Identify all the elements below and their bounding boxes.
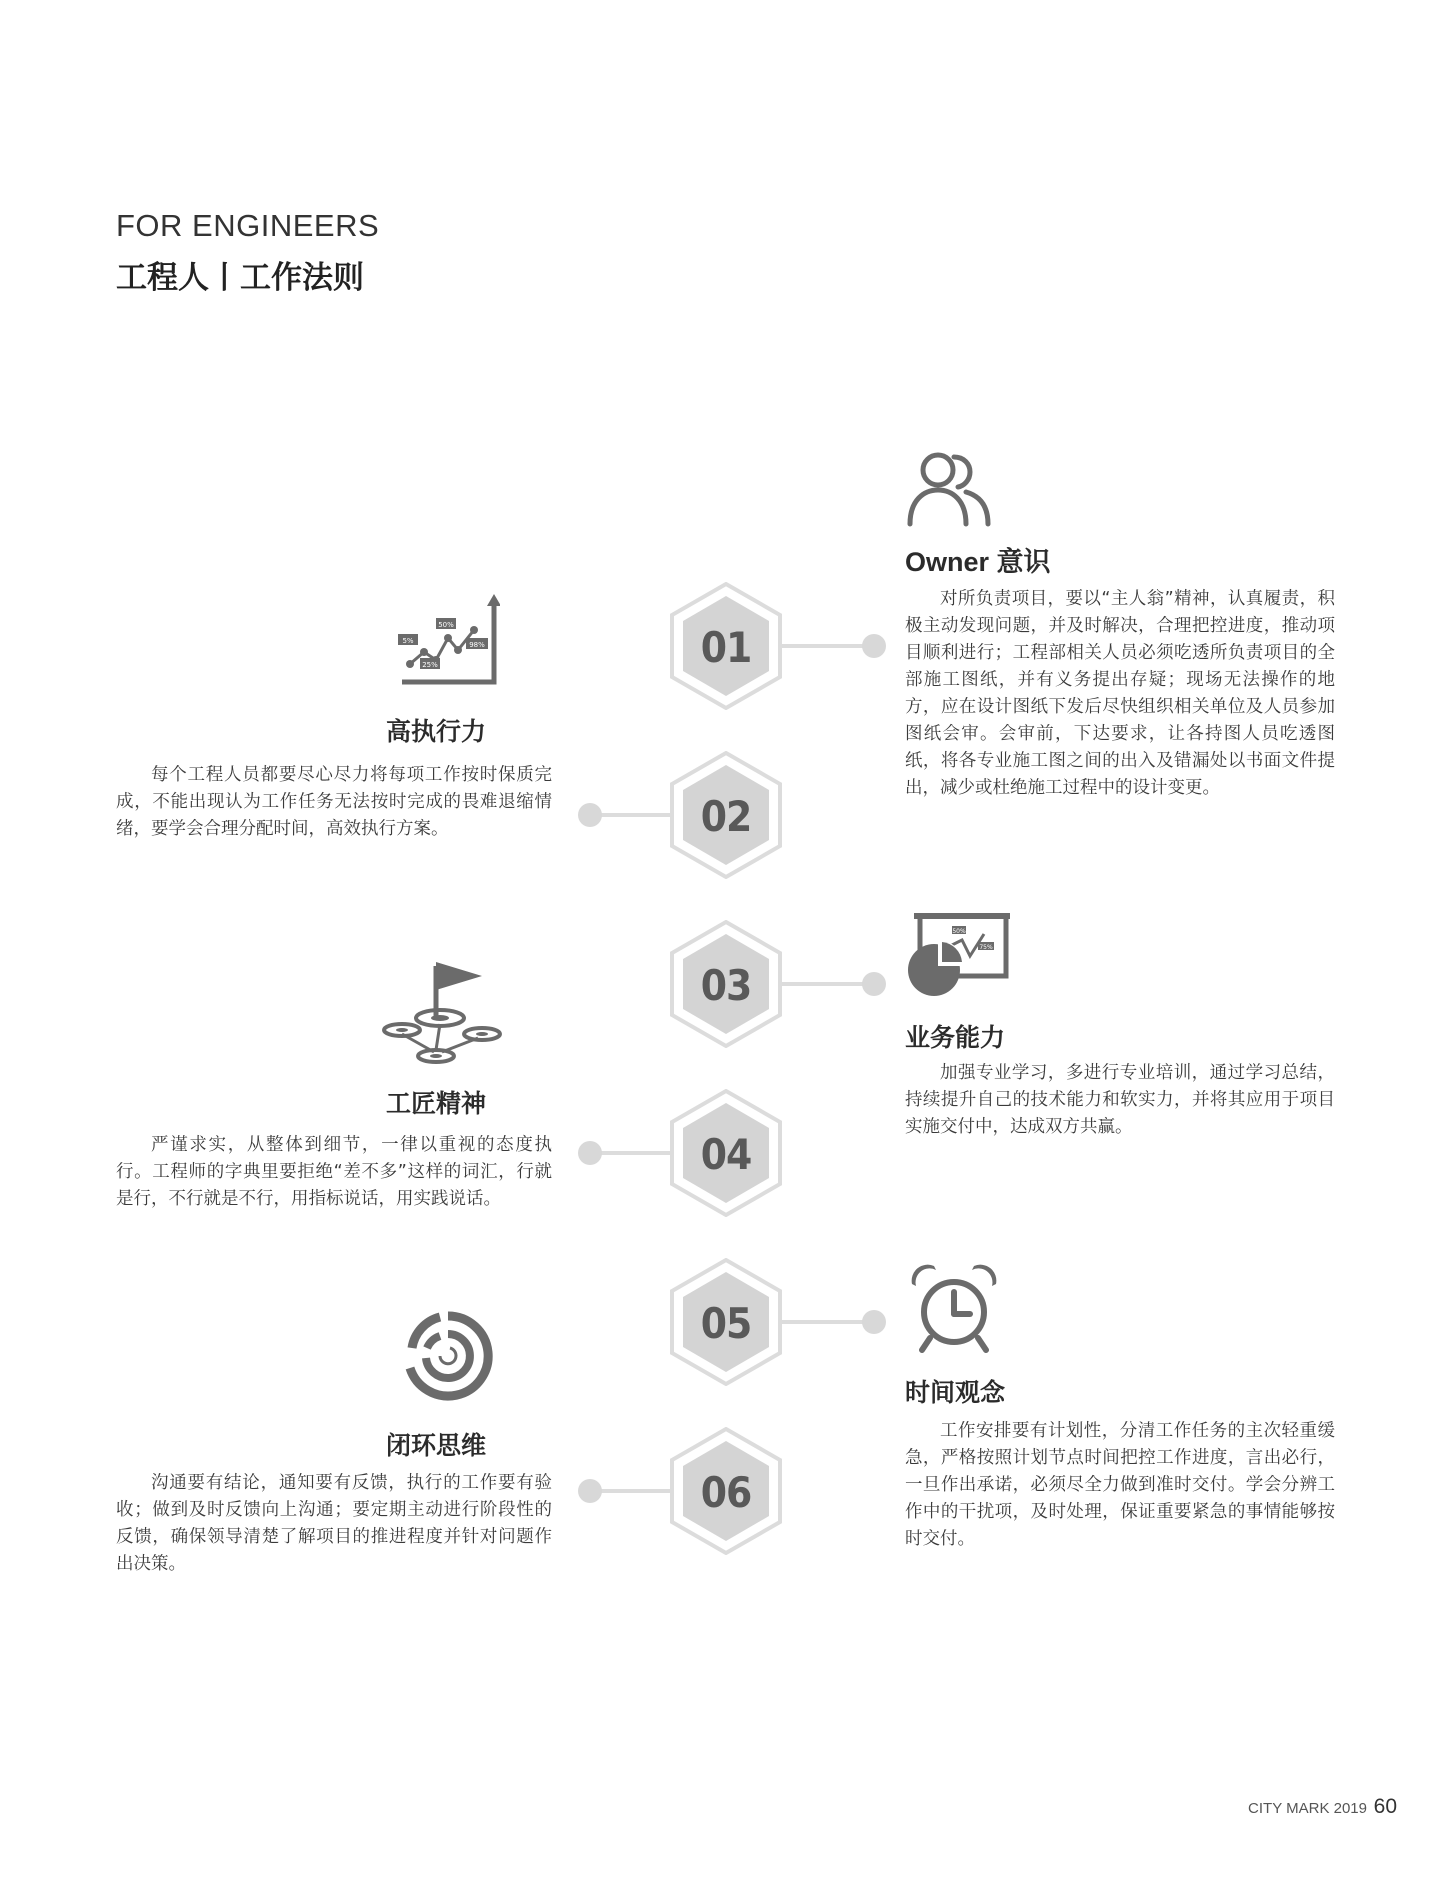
chart-label: 5% [402, 637, 414, 645]
connector-line-06 [590, 1489, 672, 1493]
hex-badge-04 [670, 1089, 782, 1217]
hex-badge-05 [670, 1258, 782, 1386]
hex-badge-02 [670, 751, 782, 879]
section-text-owner: 对所负责项目，要以“主人翁”精神，认真履责，积极主动发现问题，并及时解决，合理把控进度，推动项目顺利进行；工程部相关人员必须吃透所负责项目的全部施工图纸，并有义务提出存疑；现场无法操作的地方，应在设计图纸下发后尽快组织相关单位及人员参加图纸会审。会审前，下达要求，让各持图人员吃透图纸，将各专业施工图之间的出入及错漏处以书面文件提出，减少或杜绝施工过程中的设计变更。 [905, 589, 1335, 798]
connector-dot-04 [578, 1141, 602, 1165]
step-number: 02 [700, 792, 752, 841]
section-title-craftsman: 工匠精神 [386, 1089, 487, 1118]
users-icon [906, 450, 994, 528]
eyebrow-heading: FOR ENGINEERS [116, 208, 380, 243]
connector-dot-06 [578, 1479, 602, 1503]
connector-line-05 [780, 1320, 875, 1324]
section-text-time: 工作安排要有计划性，分清工作任务的主次轻重缓急，严格按照计划节点时间把控工作进度，言出必行，一旦作出承诺，必须尽全力做到准时交付。学会分辨工作中的干扰项，及时处理，保证重要紧急的事情能够按时交付。 [905, 1421, 1335, 1549]
section-title-execution: 高执行力 [386, 717, 487, 746]
growth-chart-icon [396, 594, 500, 688]
connector-line-04 [590, 1151, 672, 1155]
connector-line-03 [780, 982, 875, 986]
connector-dot-05 [862, 1310, 886, 1334]
step-number: 03 [700, 961, 752, 1010]
presentation-board-icon [906, 912, 1010, 1002]
section-title-owner: Owner 意识 [905, 547, 1051, 577]
hex-badge-01 [670, 582, 782, 710]
section-text-execution: 每个工程人员都要尽心尽力将每项工作按时保质完成，不能出现认为工作任务无法按时完成的畏难退缩情绪，要学会合理分配时间，高效执行方案。 [116, 765, 552, 839]
step-number: 06 [700, 1468, 752, 1517]
page-number: 60 [1373, 1795, 1397, 1818]
chart-label: 50% [438, 621, 454, 629]
step-number: 04 [700, 1130, 752, 1179]
section-text-craftsman: 严谨求实，从整体到细节，一律以重视的态度执行。工程师的字典里要拒绝“差不多”这样的词汇，行就是行，不行就是不行，用指标说话，用实践说话。 [116, 1135, 552, 1209]
step-number: 05 [700, 1299, 752, 1348]
chart-label: 98% [469, 641, 485, 649]
connector-dot-01 [862, 634, 886, 658]
board-label: 75% [979, 944, 993, 951]
connector-dot-03 [862, 972, 886, 996]
connector-line-01 [780, 644, 875, 648]
section-text-closed-loop: 沟通要有结论，通知要有反馈，执行的工作要有验收；做到及时反馈向上沟通；要定期主动进行阶段性的反馈，确保领导清楚了解项目的推进程度并针对问题作出决策。 [116, 1473, 552, 1574]
section-text-business: 加强专业学习，多进行专业培训，通过学习总结，持续提升自己的技术能力和软实力，并将其应用于项目实施交付中，达成双方共赢。 [905, 1063, 1335, 1137]
page-title: 工程人丨工作法则 [116, 260, 364, 296]
hex-badge-06 [670, 1427, 782, 1555]
section-title-business: 业务能力 [905, 1023, 1006, 1052]
step-number: 01 [700, 623, 752, 672]
footer-brand: CITY MARK 2019 [1248, 1800, 1367, 1817]
connector-dot-02 [578, 803, 602, 827]
chart-label: 25% [422, 661, 438, 669]
closed-loop-icon [402, 1310, 494, 1402]
hex-badge-03 [670, 920, 782, 1048]
section-title-closed-loop: 闭环思维 [386, 1431, 487, 1460]
connector-line-02 [590, 813, 672, 817]
flag-network-icon [380, 958, 504, 1066]
alarm-clock-icon [906, 1262, 1002, 1354]
section-title-time: 时间观念 [905, 1378, 1006, 1407]
board-label: 50% [952, 928, 966, 935]
